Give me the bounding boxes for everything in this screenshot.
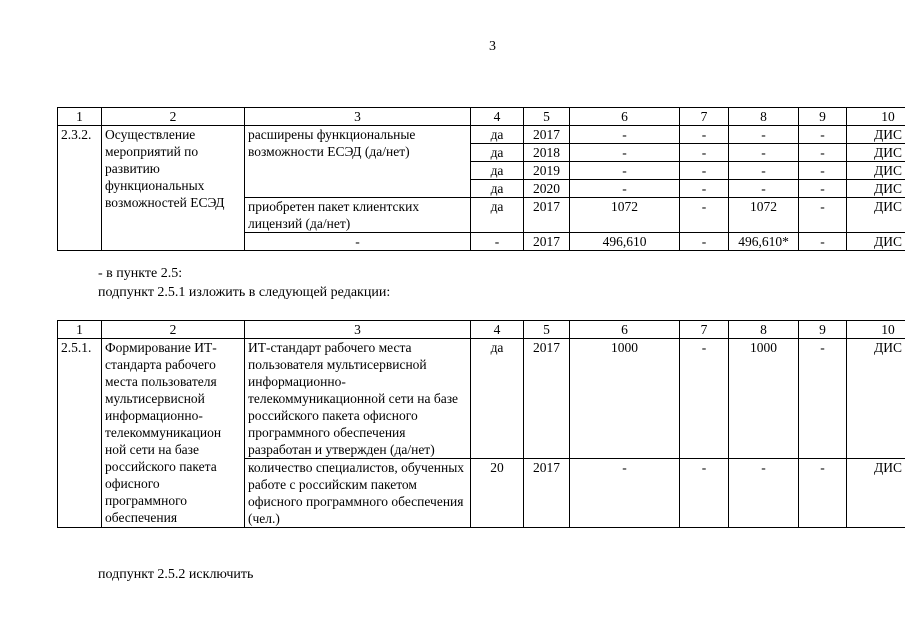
value-cell: да bbox=[471, 144, 524, 162]
value-cell: 1072 bbox=[570, 198, 680, 233]
header-cell: 2 bbox=[102, 321, 245, 339]
year-cell: 2020 bbox=[524, 180, 570, 198]
value-cell: - bbox=[799, 339, 847, 459]
value-cell: да bbox=[471, 162, 524, 180]
value-cell: 1000 bbox=[729, 339, 799, 459]
table-header-row bbox=[58, 321, 905, 339]
year-cell: 2019 bbox=[524, 162, 570, 180]
value-cell: - bbox=[799, 126, 847, 144]
indicator-text: - bbox=[245, 233, 471, 251]
table-measures-2-5-1 bbox=[57, 320, 905, 528]
value-cell: - bbox=[729, 144, 799, 162]
text-paragraph: подпункт 2.5.1 изложить в следующей редакции: bbox=[98, 285, 391, 300]
value-cell: - bbox=[799, 233, 847, 251]
table-header-row bbox=[58, 108, 905, 126]
header-cell: 4 bbox=[471, 108, 524, 126]
text-paragraph: подпункт 2.5.2 исключить bbox=[98, 567, 254, 582]
header-cell: 5 bbox=[524, 108, 570, 126]
header-cell: 3 bbox=[245, 321, 471, 339]
value-cell: да bbox=[471, 126, 524, 144]
executor-cell: ДИС bbox=[847, 162, 905, 180]
value-cell: - bbox=[570, 180, 680, 198]
measure-code: 2.5.1. bbox=[58, 339, 102, 528]
value-cell: - bbox=[570, 126, 680, 144]
value-cell: - bbox=[729, 162, 799, 180]
header-cell: 4 bbox=[471, 321, 524, 339]
value-cell: - bbox=[799, 198, 847, 233]
value-cell: - bbox=[570, 144, 680, 162]
measure-activity: Формирование ИТ-стандарта рабочего места пользователя мультисервисной информационно-телекоммуникацион ной сети на базе российского пакета офисного программного обеспечения bbox=[102, 339, 245, 528]
value-cell: 20 bbox=[471, 459, 524, 528]
value-cell: да bbox=[471, 339, 524, 459]
measure-code: 2.3.2. bbox=[58, 126, 102, 251]
header-cell: 6 bbox=[570, 321, 680, 339]
value-cell: - bbox=[729, 180, 799, 198]
value-cell: - bbox=[799, 162, 847, 180]
value-cell: 1000 bbox=[570, 339, 680, 459]
year-cell: 2017 bbox=[524, 459, 570, 528]
value-cell: - bbox=[570, 162, 680, 180]
header-cell: 3 bbox=[245, 108, 471, 126]
table-measures-2-3-2 bbox=[57, 107, 905, 251]
header-cell: 2 bbox=[102, 108, 245, 126]
header-cell: 6 bbox=[570, 108, 680, 126]
executor-cell: ДИС bbox=[847, 144, 905, 162]
value-cell: - bbox=[729, 126, 799, 144]
table-row bbox=[58, 126, 905, 144]
header-cell: 10 bbox=[847, 108, 905, 126]
value-cell: - bbox=[680, 233, 729, 251]
header-cell: 7 bbox=[680, 321, 729, 339]
header-cell: 9 bbox=[799, 321, 847, 339]
year-cell: 2018 bbox=[524, 144, 570, 162]
table-row bbox=[58, 339, 905, 459]
indicator-text: количество специалистов, обученных работе с российским пакетом офисного программного обеспечения (чел.) bbox=[245, 459, 471, 528]
value-cell: - bbox=[680, 126, 729, 144]
executor-cell: ДИС bbox=[847, 126, 905, 144]
indicator-text: ИТ-стандарт рабочего места пользователя мультисервисной информационно-телекоммуникационной сети на базе российского пакета офисного программного обеспечения разработан и утвержден (да/нет) bbox=[245, 339, 471, 459]
value-cell: 496,610* bbox=[729, 233, 799, 251]
value-cell: - bbox=[680, 180, 729, 198]
executor-cell: ДИС bbox=[847, 180, 905, 198]
indicator-text: расширены функциональные возможности ЕСЭД (да/нет) bbox=[245, 126, 471, 198]
measure-activity: Осуществление мероприятий по развитию функциональных возможностей ЕСЭД bbox=[102, 126, 245, 251]
text-paragraph: - в пункте 2.5: bbox=[98, 266, 183, 281]
page-number: 3 bbox=[489, 39, 496, 54]
value-cell: - bbox=[680, 162, 729, 180]
header-cell: 7 bbox=[680, 108, 729, 126]
value-cell: - bbox=[471, 233, 524, 251]
value-cell: - bbox=[799, 180, 847, 198]
header-cell: 10 bbox=[847, 321, 905, 339]
executor-cell: ДИС bbox=[847, 339, 905, 459]
header-cell: 1 bbox=[58, 321, 102, 339]
header-cell: 8 bbox=[729, 321, 799, 339]
value-cell: - bbox=[680, 459, 729, 528]
year-cell: 2017 bbox=[524, 126, 570, 144]
executor-cell: ДИС bbox=[847, 233, 905, 251]
executor-cell: ДИС bbox=[847, 459, 905, 528]
indicator-text: приобретен пакет клиентских лицензий (да/нет) bbox=[245, 198, 471, 233]
value-cell: - bbox=[680, 198, 729, 233]
value-cell: - bbox=[799, 459, 847, 528]
value-cell: да bbox=[471, 198, 524, 233]
value-cell: 1072 bbox=[729, 198, 799, 233]
value-cell: - bbox=[799, 144, 847, 162]
year-cell: 2017 bbox=[524, 233, 570, 251]
executor-cell: ДИС bbox=[847, 198, 905, 233]
year-cell: 2017 bbox=[524, 198, 570, 233]
header-cell: 8 bbox=[729, 108, 799, 126]
value-cell: - bbox=[570, 459, 680, 528]
header-cell: 5 bbox=[524, 321, 570, 339]
value-cell: да bbox=[471, 180, 524, 198]
header-cell: 9 bbox=[799, 108, 847, 126]
year-cell: 2017 bbox=[524, 339, 570, 459]
header-cell: 1 bbox=[58, 108, 102, 126]
value-cell: - bbox=[729, 459, 799, 528]
value-cell: - bbox=[680, 339, 729, 459]
value-cell: - bbox=[680, 144, 729, 162]
value-cell: 496,610 bbox=[570, 233, 680, 251]
